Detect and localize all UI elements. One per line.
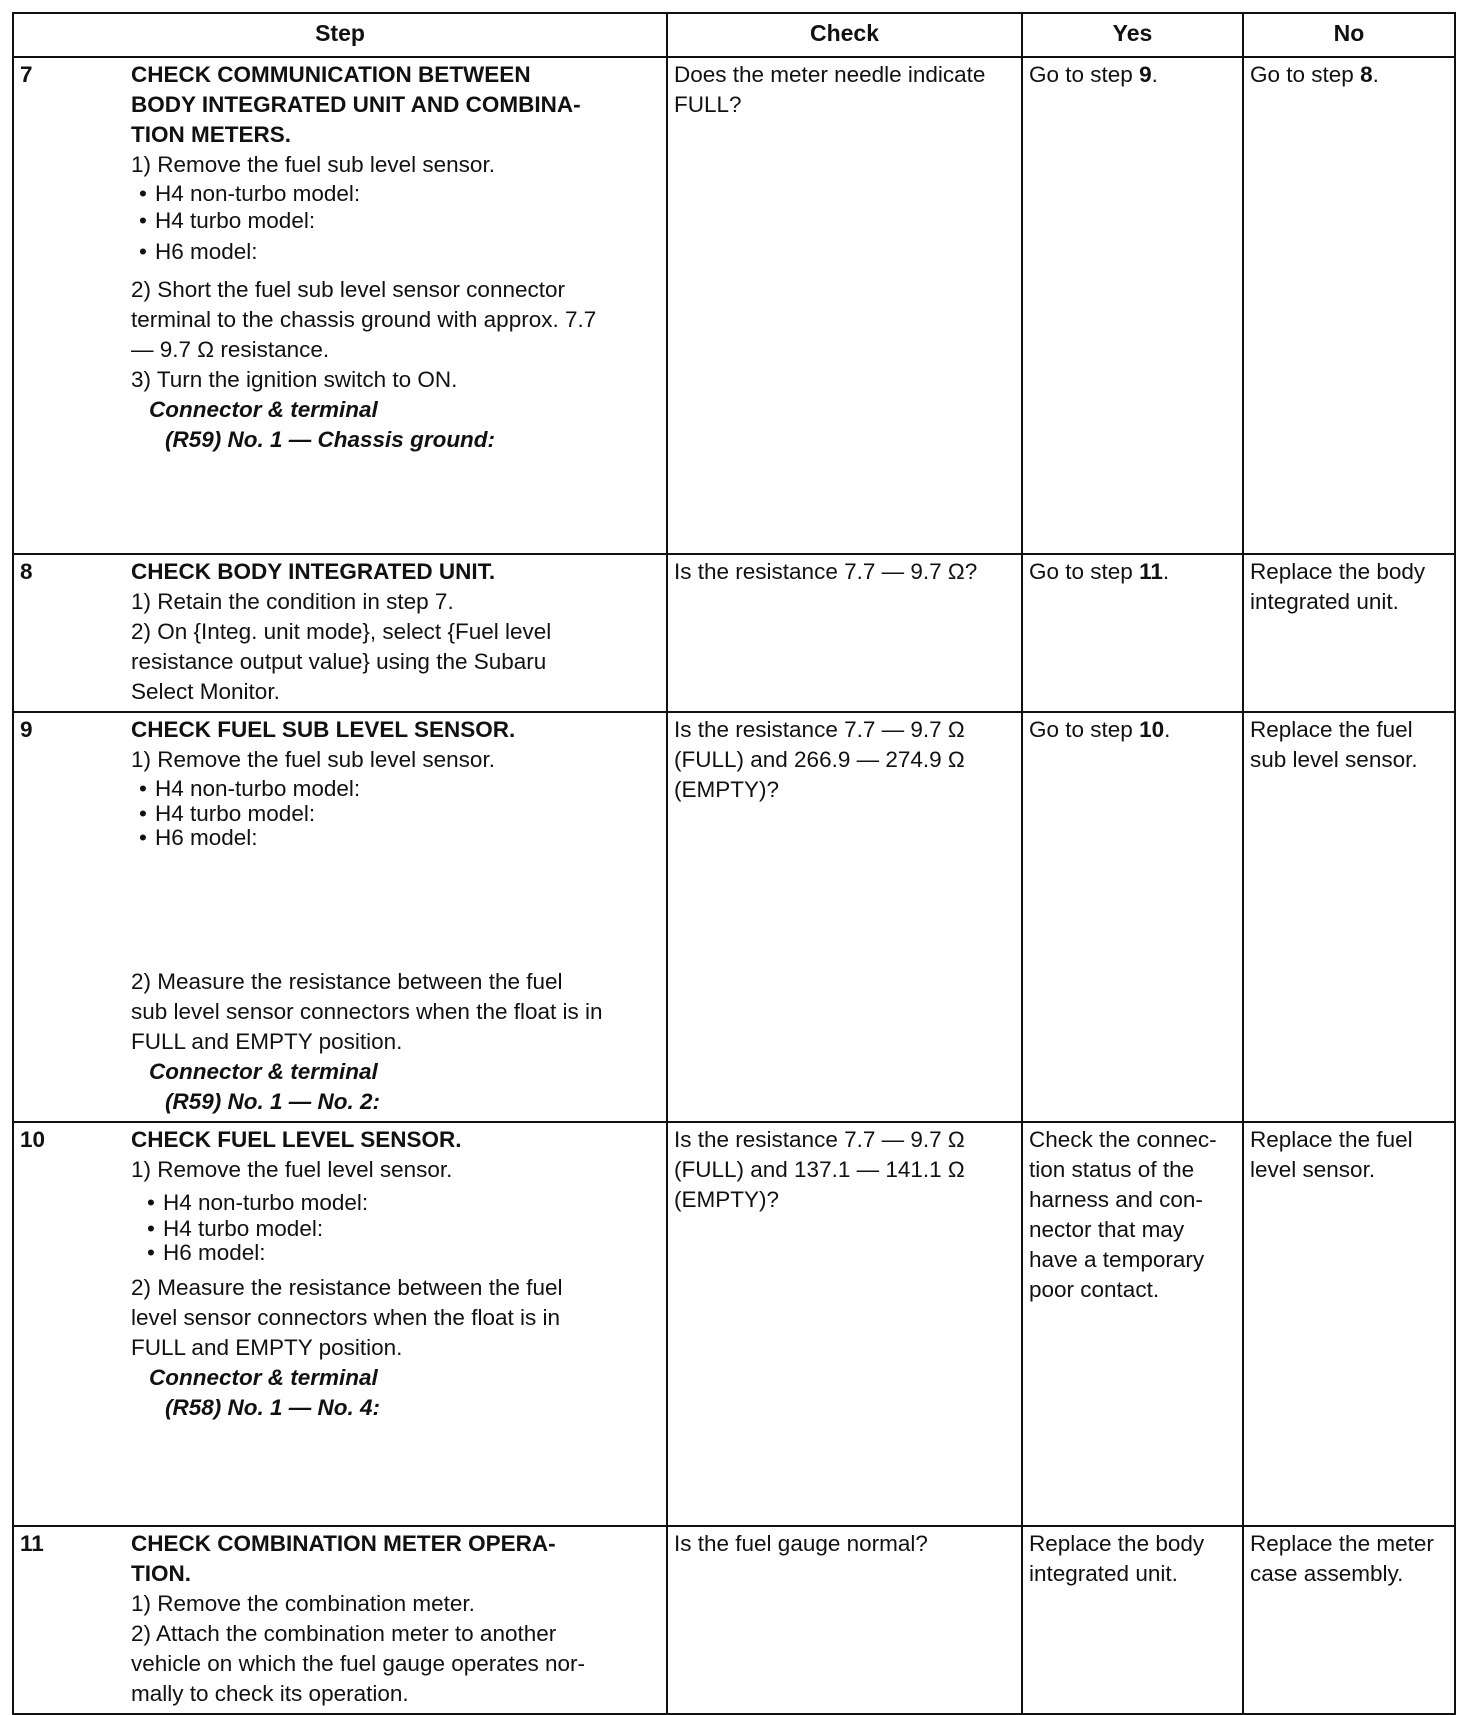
step-number: 8 [13,554,131,712]
bullet-item: • H6 model: [131,238,658,265]
connector-value: (R59) No. 1 — Chassis ground: [165,427,496,452]
step-number: 7 [13,57,131,554]
step-instruction: 2) On {Integ. unit mode}, select {Fuel level [131,619,552,644]
header-yes: Yes [1022,13,1243,57]
bullet-item: • H6 model: [131,1241,658,1265]
step-instruction: 1) Remove the fuel level sensor. [131,1157,453,1182]
step-title: CHECK BODY INTEGRATED UNIT. [131,559,496,584]
step-reference: 8 [1360,62,1373,87]
step-description: CHECK FUEL LEVEL SENSOR. 1) Remove the fuel level sensor. • H4 non-turbo model: • H4 turbo model: • H6 model: 2) Measure the resistance between the fuel level sensor connectors when the float is in FULL and EMPTY position. Connector & terminal (R58) No. 1 — No. 4: [131,1122,667,1526]
step-instruction: 2) Attach the combination meter to another [131,1621,557,1646]
check-cell: Is the resistance 7.7 — 9.7 Ω (FULL) and 266.9 — 274.9 Ω (EMPTY)? [667,712,1022,1122]
step-instruction: 2) Short the fuel sub level sensor connector [131,277,565,302]
step-instruction: 1) Remove the fuel sub level sensor. [131,747,495,772]
check-cell: Is the resistance 7.7 — 9.7 Ω (FULL) and 137.1 — 141.1 Ω (EMPTY)? [667,1122,1022,1526]
table-row [13,554,1455,712]
no-cell: Replace the body integrated unit. [1243,554,1455,712]
step-title: CHECK COMBINATION METER OPERA- TION. [131,1531,556,1586]
step-description: CHECK FUEL SUB LEVEL SENSOR. 1) Remove the fuel sub level sensor. • H4 non-turbo model: • H4 turbo model: • H6 model: 2) Measure the resistance between the fuel sub level sensor connectors when the float is in FULL and EMPTY position. Connector & terminal (R59) No. 1 — No. 2: [131,712,667,1122]
step-instruction: 1) Remove the combination meter. [131,1591,475,1616]
step-instruction: 1) Remove the fuel sub level sensor. [131,152,495,177]
connector-label: Connector & terminal [149,1059,378,1084]
bullet-item: • H4 turbo model: [131,802,658,826]
step-number: 9 [13,712,131,1122]
step-reference: 10 [1139,717,1165,742]
step-description: CHECK BODY INTEGRATED UNIT. 1) Retain the condition in step 7. 2) On {Integ. unit mode}, select {Fuel level resistance output value} using the Subaru Select Monitor. [131,554,667,712]
no-cell: Replace the meter case assembly. [1243,1526,1455,1714]
table-row [13,1122,1455,1526]
header-step: Step [13,13,667,57]
step-reference: 9 [1139,62,1152,87]
step-instruction: 2) Measure the resistance between the fuel [131,969,563,994]
bullet-item: • H4 turbo model: [131,1216,658,1241]
step-description: CHECK COMBINATION METER OPERA- TION. 1) Remove the combination meter. 2) Attach the combination meter to another vehicle on which the fuel gauge operates nor- mally to check its operation. [131,1526,667,1714]
no-cell: Replace the fuel level sensor. [1243,1122,1455,1526]
bullet-item: • H4 turbo model: [131,207,658,234]
connector-label: Connector & terminal [149,1365,378,1390]
step-title: CHECK FUEL LEVEL SENSOR. [131,1127,462,1152]
header-check: Check [667,13,1022,57]
header-row [13,13,1455,57]
step-instruction: 1) Retain the condition in step 7. [131,589,454,614]
step-title: CHECK FUEL SUB LEVEL SENSOR. [131,717,516,742]
table-row [13,1526,1455,1714]
connector-value: (R58) No. 1 — No. 4: [165,1395,381,1420]
yes-cell: Go to step 9. [1022,57,1243,554]
check-cell: Does the meter needle indicate FULL? [667,57,1022,554]
step-instruction: 2) Measure the resistance between the fuel [131,1275,563,1300]
table-row [13,57,1455,554]
troubleshooting-table [12,12,1456,1715]
check-cell: Is the resistance 7.7 — 9.7 Ω? [667,554,1022,712]
bullet-item: • H6 model: [131,826,658,850]
table-row [13,712,1455,1122]
no-cell: Go to step 8. [1243,57,1455,554]
connector-value: (R59) No. 1 — No. 2: [165,1089,381,1114]
bullet-item: • H4 non-turbo model: [131,180,658,207]
step-title: CHECK COMMUNICATION BETWEEN BODY INTEGRATED UNIT AND COMBINA- TION METERS. [131,62,581,147]
check-cell: Is the fuel gauge normal? [667,1526,1022,1714]
yes-cell: Replace the body integrated unit. [1022,1526,1243,1714]
yes-cell: Go to step 10. [1022,712,1243,1122]
step-instruction: 3) Turn the ignition switch to ON. [131,367,458,392]
no-cell: Replace the fuel sub level sensor. [1243,712,1455,1122]
step-number: 10 [13,1122,131,1526]
bullet-item: • H4 non-turbo model: [131,775,658,802]
yes-cell: Go to step 11. [1022,554,1243,712]
bullet-item: • H4 non-turbo model: [131,1189,658,1216]
yes-cell: Check the connec- tion status of the harness and con- nector that may have a temporary poor contact. [1022,1122,1243,1526]
step-number: 11 [13,1526,131,1714]
header-no: No [1243,13,1455,57]
connector-label: Connector & terminal [149,397,378,422]
step-reference: 11 [1139,559,1163,584]
step-description: CHECK COMMUNICATION BETWEEN BODY INTEGRATED UNIT AND COMBINA- TION METERS. 1) Remove the fuel sub level sensor. • H4 non-turbo model: • H4 turbo model: • H6 model: 2) Short the fuel sub level sensor connector terminal to the chassis ground with approx. 7.7 — 9.7 Ω resistance. 3) Turn the ignition switch to ON. Connector & terminal (R59) No. 1 — Chassis ground: [131,57,667,554]
